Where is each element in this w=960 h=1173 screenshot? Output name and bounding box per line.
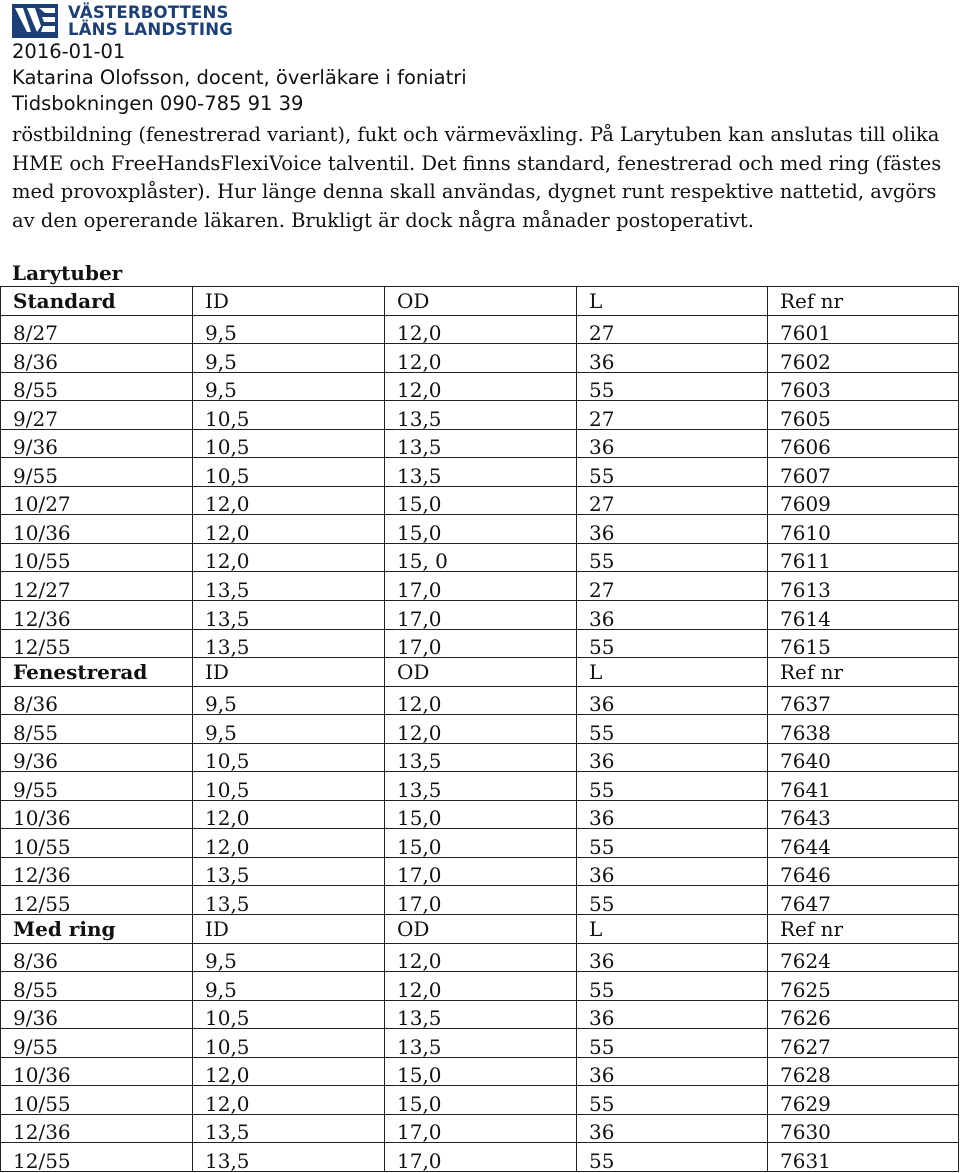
table-row [1, 458, 959, 487]
table-cell: 7637 [768, 686, 959, 715]
table-cell: 10,5 [193, 429, 385, 458]
table-cell: 10/27 [1, 486, 193, 515]
table-row [1, 372, 959, 401]
table-body [1, 287, 959, 1172]
intro-paragraph: röstbildning (fenestrerad variant), fukt och värmeväxling. På Larytuben kan anslutas till olika HME och FreeHandsFlexiVoice talventil. Det finns standard, fenestrerad och med ring (fästes med provoxplåster). Hur länge denna skall användas, dygnet runt respektive nattetid, avgörs av den opererande läkaren. Brukligt är dock några månader postoperativt. [12, 123, 942, 232]
table-cell: 12,0 [385, 372, 577, 401]
table-cell: 17,0 [385, 1114, 577, 1143]
table-cell: 9/36 [1, 1000, 193, 1029]
logo [12, 3, 233, 39]
document-author: Katarina Olofsson, docent, överläkare i foniatri [12, 66, 467, 89]
table-cell: 12,0 [193, 515, 385, 544]
table-cell: 7615 [768, 629, 959, 658]
table-cell: 17,0 [385, 886, 577, 915]
table-cell: 12,0 [385, 344, 577, 373]
table-row [1, 829, 959, 858]
section-header-row [1, 915, 959, 944]
table-cell: 7638 [768, 715, 959, 744]
table-cell: 36 [577, 800, 768, 829]
table-cell: 9/36 [1, 429, 193, 458]
table-cell: 13,5 [385, 1000, 577, 1029]
table-cell: 7624 [768, 943, 959, 972]
table-cell: 27 [577, 315, 768, 344]
table-cell: 15, 0 [385, 543, 577, 572]
table-cell: 55 [577, 1143, 768, 1172]
table-cell: 7605 [768, 401, 959, 430]
table-row [1, 1057, 959, 1086]
section-header-row [1, 287, 959, 316]
table-row [1, 543, 959, 572]
table-cell: 10/36 [1, 515, 193, 544]
table-cell: 12,0 [193, 829, 385, 858]
table-cell: 13,5 [385, 401, 577, 430]
table-cell: 15,0 [385, 515, 577, 544]
table-cell: 12,0 [385, 943, 577, 972]
column-header: OD [385, 915, 577, 944]
table-row [1, 486, 959, 515]
table-cell: 13,5 [193, 886, 385, 915]
table-cell: 12/55 [1, 1143, 193, 1172]
table-cell: 12/36 [1, 601, 193, 630]
table-cell: 10/55 [1, 829, 193, 858]
table-cell: 12,0 [385, 315, 577, 344]
table-cell: 8/55 [1, 972, 193, 1001]
table-title: Larytuber [12, 261, 123, 285]
table-cell: 7646 [768, 857, 959, 886]
table-cell: 7641 [768, 772, 959, 801]
table-cell: 36 [577, 601, 768, 630]
logo-name-line2: LÄNS LANDSTING [68, 20, 233, 39]
table-cell: 27 [577, 486, 768, 515]
table-cell: 8/36 [1, 943, 193, 972]
table-cell: 7602 [768, 344, 959, 373]
table-cell: 55 [577, 772, 768, 801]
column-header: ID [193, 287, 385, 316]
table-cell: 55 [577, 1029, 768, 1058]
table-cell: 10/55 [1, 1086, 193, 1115]
table-cell: 12,0 [385, 686, 577, 715]
table-row [1, 943, 959, 972]
table-cell: 7609 [768, 486, 959, 515]
table-cell: 7627 [768, 1029, 959, 1058]
table-cell: 13,5 [193, 601, 385, 630]
table-cell: 12,0 [193, 486, 385, 515]
table-cell: 7601 [768, 315, 959, 344]
table-cell: 17,0 [385, 1143, 577, 1172]
table-cell: 10,5 [193, 401, 385, 430]
section-name: Standard [1, 287, 193, 316]
table-cell: 9,5 [193, 715, 385, 744]
table-cell: 17,0 [385, 601, 577, 630]
table-row [1, 629, 959, 658]
table-cell: 13,5 [193, 629, 385, 658]
column-header: OD [385, 658, 577, 687]
column-header: L [577, 915, 768, 944]
table-cell: 8/36 [1, 686, 193, 715]
table-cell: 9,5 [193, 344, 385, 373]
table-cell: 10,5 [193, 772, 385, 801]
table-cell: 8/55 [1, 372, 193, 401]
table-cell: 12,0 [385, 972, 577, 1001]
table-cell: 12,0 [193, 543, 385, 572]
table-cell: 55 [577, 629, 768, 658]
table-row [1, 857, 959, 886]
table-row [1, 972, 959, 1001]
table-cell: 36 [577, 1000, 768, 1029]
table-cell: 12/27 [1, 572, 193, 601]
table-cell: 7644 [768, 829, 959, 858]
table-row [1, 1086, 959, 1115]
table-row [1, 772, 959, 801]
table-row [1, 572, 959, 601]
table-cell: 7647 [768, 886, 959, 915]
table-cell: 13,5 [385, 1029, 577, 1058]
table-cell: 13,5 [193, 1143, 385, 1172]
section-header-row [1, 658, 959, 687]
table-row [1, 601, 959, 630]
table-row [1, 344, 959, 373]
column-header: OD [385, 287, 577, 316]
table-cell: 12/36 [1, 1114, 193, 1143]
table-cell: 27 [577, 572, 768, 601]
table-cell: 13,5 [193, 572, 385, 601]
table-cell: 55 [577, 829, 768, 858]
table-row [1, 401, 959, 430]
table-cell: 36 [577, 1057, 768, 1086]
table-cell: 10,5 [193, 1029, 385, 1058]
table-cell: 12,0 [385, 715, 577, 744]
table-cell: 36 [577, 743, 768, 772]
table-cell: 55 [577, 715, 768, 744]
section-name: Med ring [1, 915, 193, 944]
table-cell: 7631 [768, 1143, 959, 1172]
logo-name-line1: VÄSTERBOTTENS [68, 3, 229, 22]
column-header: ID [193, 915, 385, 944]
table-cell: 7640 [768, 743, 959, 772]
table-cell: 8/55 [1, 715, 193, 744]
table-row [1, 315, 959, 344]
table-cell: 36 [577, 429, 768, 458]
table-cell: 12/36 [1, 857, 193, 886]
table-cell: 13,5 [385, 772, 577, 801]
table-cell: 55 [577, 458, 768, 487]
table-row [1, 1114, 959, 1143]
table-cell: 36 [577, 857, 768, 886]
table-row [1, 1000, 959, 1029]
column-header: ID [193, 658, 385, 687]
section-name: Fenestrerad [1, 658, 193, 687]
logo-text [68, 4, 233, 38]
column-header: Ref nr [768, 915, 959, 944]
document-header [12, 39, 467, 117]
table-cell: 13,5 [385, 429, 577, 458]
table-cell: 7606 [768, 429, 959, 458]
table-cell: 27 [577, 401, 768, 430]
table-cell: 7629 [768, 1086, 959, 1115]
column-header: Ref nr [768, 658, 959, 687]
booking-phone: Tidsbokningen 090-785 91 39 [12, 92, 304, 115]
table-cell: 17,0 [385, 629, 577, 658]
table-row [1, 515, 959, 544]
table-cell: 12/55 [1, 886, 193, 915]
table-cell: 36 [577, 344, 768, 373]
table-cell: 55 [577, 1086, 768, 1115]
table-cell: 12/55 [1, 629, 193, 658]
table-row [1, 1143, 959, 1172]
table-cell: 9,5 [193, 943, 385, 972]
table-cell: 7613 [768, 572, 959, 601]
table-cell: 7630 [768, 1114, 959, 1143]
table-row [1, 429, 959, 458]
table-cell: 15,0 [385, 1057, 577, 1086]
table-cell: 17,0 [385, 857, 577, 886]
table-cell: 36 [577, 943, 768, 972]
column-header: L [577, 658, 768, 687]
table-cell: 9/55 [1, 772, 193, 801]
table-cell: 9/27 [1, 401, 193, 430]
table-cell: 12,0 [193, 800, 385, 829]
table-cell: 55 [577, 543, 768, 572]
document-date: 2016-01-01 [12, 40, 126, 63]
landsting-logo-mark [12, 4, 58, 38]
table-cell: 8/27 [1, 315, 193, 344]
table-cell: 7628 [768, 1057, 959, 1086]
table-cell: 55 [577, 372, 768, 401]
table-cell: 17,0 [385, 572, 577, 601]
table-cell: 36 [577, 1114, 768, 1143]
table-cell: 7610 [768, 515, 959, 544]
table-cell: 55 [577, 972, 768, 1001]
table-cell: 8/36 [1, 344, 193, 373]
table-cell: 15,0 [385, 800, 577, 829]
table-row [1, 800, 959, 829]
table-cell: 10,5 [193, 1000, 385, 1029]
table-cell: 10,5 [193, 743, 385, 772]
table-row [1, 743, 959, 772]
table-cell: 13,5 [193, 857, 385, 886]
table-cell: 7626 [768, 1000, 959, 1029]
table-cell: 7603 [768, 372, 959, 401]
table-cell: 10/55 [1, 543, 193, 572]
table-cell: 13,5 [385, 458, 577, 487]
table-cell: 10,5 [193, 458, 385, 487]
table-cell: 55 [577, 886, 768, 915]
table-cell: 15,0 [385, 486, 577, 515]
table-cell: 9,5 [193, 315, 385, 344]
table-cell: 13,5 [385, 743, 577, 772]
table-cell: 36 [577, 515, 768, 544]
table-cell: 7607 [768, 458, 959, 487]
table-cell: 7611 [768, 543, 959, 572]
table-cell: 9,5 [193, 972, 385, 1001]
column-header: Ref nr [768, 287, 959, 316]
table-row [1, 1029, 959, 1058]
table-cell: 12,0 [193, 1086, 385, 1115]
table-cell: 9/55 [1, 458, 193, 487]
table-cell: 13,5 [193, 1114, 385, 1143]
column-header: L [577, 287, 768, 316]
table-cell: 12,0 [193, 1057, 385, 1086]
table-cell: 9,5 [193, 686, 385, 715]
table-cell: 36 [577, 686, 768, 715]
table-cell: 9/36 [1, 743, 193, 772]
table-cell: 9/55 [1, 1029, 193, 1058]
table-cell: 7625 [768, 972, 959, 1001]
table-row [1, 886, 959, 915]
table-cell: 10/36 [1, 800, 193, 829]
table-row [1, 686, 959, 715]
table-cell: 10/36 [1, 1057, 193, 1086]
table-cell: 9,5 [193, 372, 385, 401]
table-cell: 7614 [768, 601, 959, 630]
table-row [1, 715, 959, 744]
larytuber-table [0, 286, 959, 1172]
table-cell: 15,0 [385, 829, 577, 858]
table-cell: 15,0 [385, 1086, 577, 1115]
table-cell: 7643 [768, 800, 959, 829]
